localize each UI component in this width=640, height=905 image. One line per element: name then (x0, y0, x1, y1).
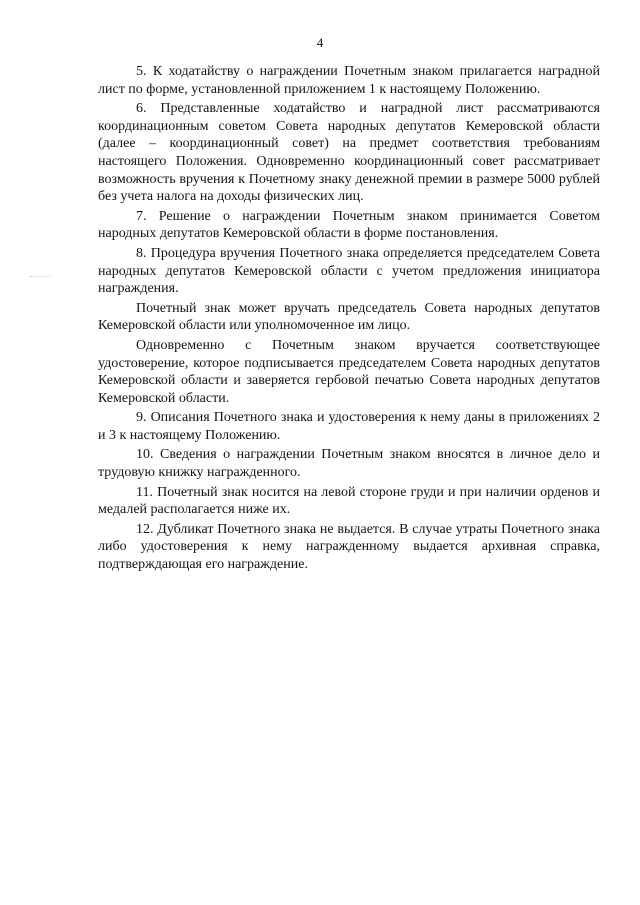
document-body (98, 63, 600, 574)
scan-margin-mark (30, 276, 50, 280)
paragraph-item-7: 7. Решение о награждении Почетным знаком принимается Советом народных депутатов Кемеровской области в форме постановления. (98, 208, 600, 242)
paragraph-item-6: 6. Представленные ходатайство и наградной лист рассматриваются координационным советом Совета народных депутатов Кемеровской области (далее – координационный совет) на предмет соответствия требованиям настоящего Положения. Одновременно координационный совет рассматривает возможность вручения к Почетному знаку денежной премии в размере 5000 рублей без учета налога на доходы физических лиц. (98, 101, 600, 205)
paragraph-item-5: 5. К ходатайству о награждении Почетным знаком прилагается наградной лист по форме, установленной приложением 1 к настоящему Положению. (98, 64, 600, 97)
page-number: 4 (316, 35, 324, 50)
paragraph-item-11: 11. Почетный знак носится на левой стороне груди и при наличии орденов и медалей располагается ниже их. (98, 484, 600, 518)
paragraph-presenter: Почетный знак может вручать председатель Совета народных депутатов Кемеровской области или уполномоченное им лицо. (98, 300, 600, 334)
paragraph-item-12: 12. Дубликат Почетного знака не выдается. В случае утраты Почетного знака либо удостоверения к нему награжденному выдается архивная справка, подтверждающая его награждение. (98, 521, 600, 573)
paragraph-item-10: 10. Сведения о награждении Почетным знаком вносятся в личное дело и трудовую книжку награжденного. (98, 447, 600, 481)
paragraph-certificate: Одновременно с Почетным знаком вручается соответствующее удостоверение, которое подписывается председателем Совета народных депутатов Кемеровской области и заверяется гербовой печатью Совета народных депутатов Кемеровской области. (98, 337, 600, 406)
paragraph-item-8: 8. Процедура вручения Почетного знака определяется председателем Совета народных депутатов Кемеровской области с учетом предложения инициатора награждения. (98, 245, 600, 297)
paragraph-item-9: 9. Описания Почетного знака и удостоверения к нему даны в приложениях 2 и 3 к настоящему Положению. (98, 410, 600, 443)
